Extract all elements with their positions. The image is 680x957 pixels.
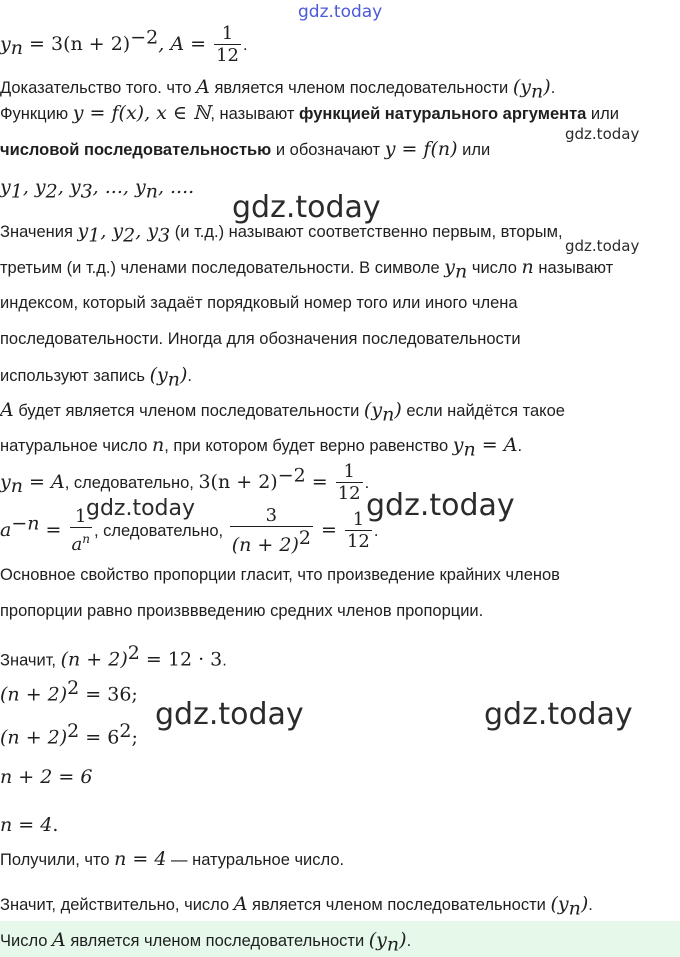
watermark-mid-1: gdz.today — [86, 496, 196, 521]
watermark-big-3: gdz.today — [155, 697, 304, 732]
text-line-9: последовательности. Иногда для обозначения последовательности — [0, 330, 521, 348]
watermark-small-2: gdz.today — [565, 237, 640, 255]
formula-line-1: $y_n = 3(n + 2)^{-2}$, A = $\frac{1}{12}$ . — [0, 23, 248, 66]
formula-line-14: $a^{-n}$ = $\frac{1}{a^n}$ , следовательно, $\frac{3}{(n + 2)^2}$ = $\frac{1}{12}$ . — [0, 505, 379, 556]
text-line-12: натуральное число n, при котором будет верно равенство $y_n = A$. — [0, 434, 523, 461]
fraction: $\frac{1}{12}$ — [216, 23, 239, 66]
text-line-11: A будет является членом последовательности $(y_n)$ если найдётся такое — [0, 399, 565, 426]
watermark-big-4: gdz.today — [484, 697, 633, 732]
answer-line: Число A является членом последовательности $(y_n)$. — [0, 929, 412, 956]
watermark-big-2: gdz.today — [366, 488, 515, 523]
formula-line-17: Значит, $(n + 2)^2 = 12 \cdot 3$. — [0, 642, 227, 671]
text-line-8: индексом, который задаёт порядковый номер того или иного члена — [0, 294, 518, 312]
text-line-2: Доказательство того. что A является членом последовательности $(y_n)$. — [0, 76, 556, 103]
text-line-3: Функцию y = f(x), x ∈ ℕ, называют функцией натурального аргумента или — [0, 102, 619, 124]
formula-line-13: $y_n = A$, следовательно, $3(n + 2)^{-2}$ = $\frac{1}{12}$ . — [0, 461, 370, 504]
text-line-16: пропорции равно произввведению средних членов пропорции. — [0, 602, 484, 620]
text-line-22: Получили, что n = 4 — натуральное число. — [0, 848, 345, 870]
text-line-6: Значения $y_1$, $y_2$, $y_3$ (и т.д.) называют соответственно первым, вторым, — [0, 220, 563, 247]
formula-line-20: n + 2 = 6 — [0, 766, 93, 788]
formula-line-19: $(n + 2)^2 = 6^2$; — [0, 720, 138, 749]
watermark-top: gdz.today — [298, 2, 383, 22]
watermark-big-1: gdz.today — [232, 190, 381, 225]
formula-line-18: $(n + 2)^2 = 36$; — [0, 677, 138, 706]
watermark-small-1: gdz.today — [565, 125, 640, 143]
formula-line-21: n = 4. — [0, 814, 59, 836]
fraction: $\frac{1}{12}$ — [337, 461, 361, 504]
fraction: $\frac{3}{(n + 2)^2}$ — [231, 505, 311, 556]
fraction: $\frac{1}{a^n}$ — [71, 506, 90, 555]
text-line-15: Основное свойство пропорции гласит, что произведение крайних членов — [0, 566, 560, 584]
text-line-7: третьим (и т.д.) членами последовательности. В символе $y_n$ число n называют — [0, 256, 614, 283]
text-line-10: используют запись $(y_n)$. — [0, 364, 192, 391]
fraction: $\frac{1}{12}$ — [346, 509, 370, 552]
sequence-line: $y_1$, $y_2$, $y_3$, ..., $y_n$, .... — [0, 176, 195, 203]
text-line-4: числовой последовательностью и обозначают y = f(n) или — [0, 138, 491, 160]
text-line-23: Значит, действительно, число A является членом последовательности $(y_n)$. — [0, 893, 593, 920]
